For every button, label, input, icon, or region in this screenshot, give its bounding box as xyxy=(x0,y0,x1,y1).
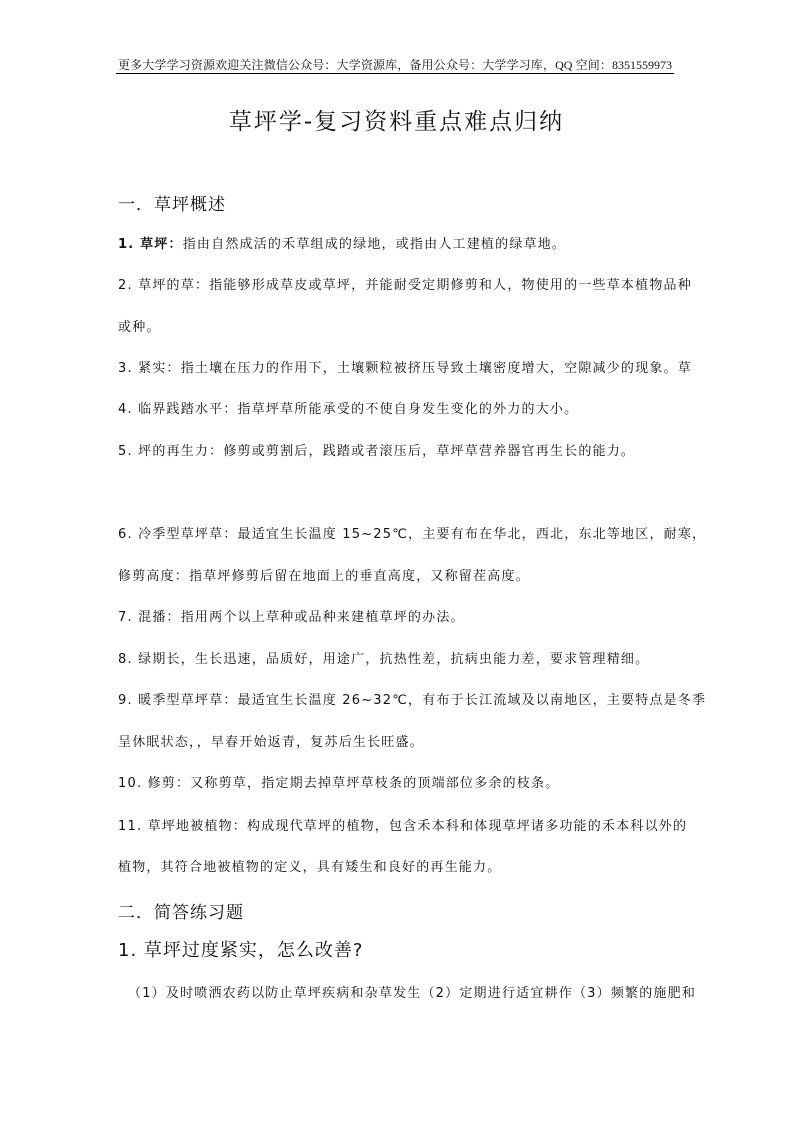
text-line: 或种。 xyxy=(118,320,161,335)
text-line: 修剪高度：指草坪修剪后留在地面上的垂直高度，又称留茬高度。 xyxy=(118,569,530,584)
text-line: 4. 临界践踏水平：指草坪草所能承受的不使自身发生变化的外力的大小。 xyxy=(118,402,579,417)
definition-1 xyxy=(118,233,672,252)
text-line: 5. 坪的再生力：修剪或剪割后，践踏或者滚压后，草坪草营养器官再生长的能力。 xyxy=(118,444,636,459)
text-line: 7. 混播：指用两个以上草种或品种来建植草坪的办法。 xyxy=(118,610,465,625)
section-heading-1: 一．草坪概述 xyxy=(118,195,226,215)
text-line: 11. 草坪地被植物：构成现代草坪的植物，包含禾本科和体现草坪诸多功能的禾本科以外的 xyxy=(118,819,688,834)
text-line: 8. 绿期长，生长迅速，品质好，用途广，抗热性差，抗病虫能力差，要求管理精细。 xyxy=(118,652,650,667)
text-line: 3. 紧实：指土壤在压力的作用下，土壤颗粒被挤压导致土壤密度增大，空隙减少的现象。草 xyxy=(118,361,692,376)
text-line: 6. 冷季型草坪草：最适宜生长温度 15~25℃，主要有布在华北，西北，东北等地区，耐寒， xyxy=(118,527,707,542)
question-heading: 1. 草坪过度紧实，怎么改善? xyxy=(118,940,364,961)
header-rule xyxy=(116,73,674,74)
text-line: 10. 修剪：又称剪草，指定期去掉草坪草枝条的顶端部位多余的枝条。 xyxy=(118,776,560,791)
section-heading-2: 二．简答练习题 xyxy=(118,903,244,923)
answer-text: （1）及时喷洒农药以防止草坪疾病和杂草发生（2）定期进行适宜耕作（3）频繁的施肥和 xyxy=(128,986,697,1001)
text-line: 2. 草坪的草：指能够形成草皮或草坪，并能耐受定期修剪和人，物使用的一些草本植物品种 xyxy=(118,278,692,293)
text-line: 植物，其符合地被植物的定义，具有矮生和良好的再生能力。 xyxy=(118,860,502,875)
text-line: 呈休眠状态，，早春开始返青，复苏后生长旺盛。 xyxy=(118,735,424,750)
document-title: 草坪学-复习资料重点难点归纳 xyxy=(228,109,565,135)
page-header: 更多大学学习资源欢迎关注微信公众号：大学资源库，备用公众号：大学学习库，QQ 空间：8351559973 xyxy=(118,58,672,72)
text-line: 9. 暖季型草坪草：最适宜生长温度 26~32℃，有布于长江流域及以南地区，主要特点是冬季 xyxy=(118,693,707,708)
definition-term: 1. 草坪： xyxy=(118,237,183,252)
definition-body: 指由自然成活的禾草组成的绿地，或指由人工建植的绿草地。 xyxy=(182,237,567,252)
